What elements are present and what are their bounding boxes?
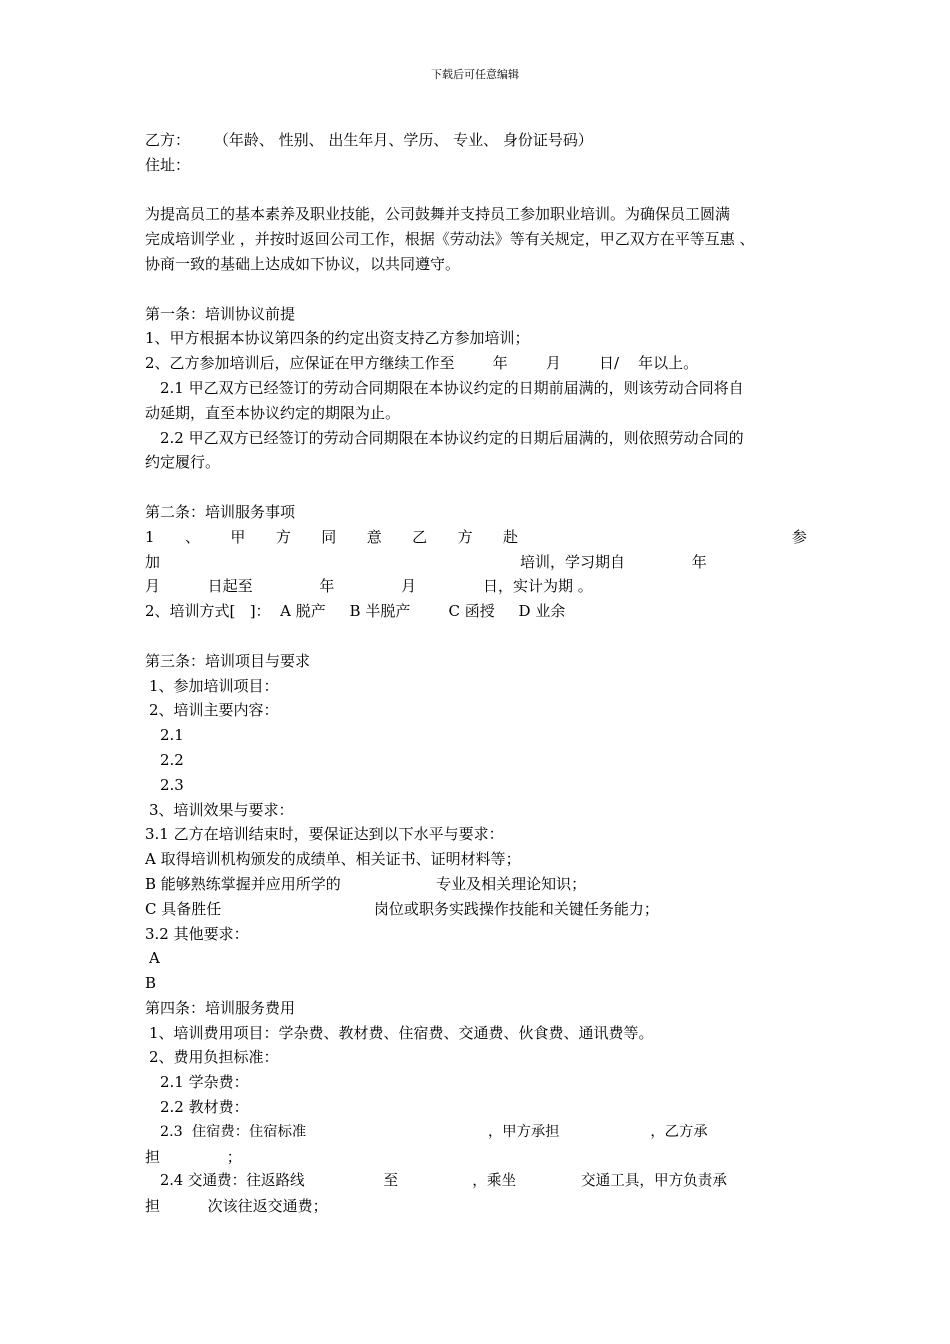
preamble-line-1: 为提高员工的基本素养及职业技能，公司鼓舞并支持员工参加职业培训。为确保员工圆满 <box>145 205 731 224</box>
other-requirement-a: A <box>149 949 160 968</box>
article-1-item-2-1: 2.1 甲乙双方已经签订的劳动合同期限在本协议约定的日期前届满的，则该劳动合同将自 <box>160 378 744 397</box>
article-3-item-3-1: 3.1 乙方在培训结束时，要保证达到以下水平与要求： <box>145 825 504 844</box>
requirement-a: A 取得培训机构颁发的成绩单、相关证书、证明材料等； <box>145 850 521 869</box>
article-4-title: 第四条：培训服务费用 <box>145 998 296 1017</box>
article-3-item-1: 1、参加培训项目： <box>149 676 279 695</box>
article-2-item-1-line-3: 月 日起至 年 月 日，实计为期 。 <box>145 577 593 596</box>
text-fragment: 赴 <box>503 527 519 546</box>
article-3-title: 第三条：培训项目与要求 <box>145 651 311 670</box>
text-fragment: 参 <box>791 527 807 546</box>
requirement-c: C 具备胜任 岗位或职务实践操作技能和关键任务能力； <box>145 899 659 918</box>
article-2-item-1-line-1 <box>145 525 807 550</box>
other-requirement-b: B <box>145 974 157 993</box>
party-b-line: 乙方： （年龄、 性别、 出生年月、学历、 专业、 身份证号码） <box>145 131 593 149</box>
article-4-item-2-3: 2.3 住宿费：住宿标准 ，甲方承担 ，乙方承 <box>160 1123 708 1140</box>
text-fragment: 1 <box>145 527 155 546</box>
article-1-item-2-2-cont: 约定履行。 <box>145 453 221 472</box>
article-4-item-2-1: 2.1 学杂费： <box>160 1073 249 1092</box>
article-1-item-2-1-cont: 动延期，直至本协议约定的期限为止。 <box>145 403 401 422</box>
article-3-item-2-2: 2.2 <box>160 750 184 769</box>
text-fragment: 乙 <box>412 527 428 546</box>
page-header: 下载后可任意编辑 <box>431 68 519 81</box>
text-fragment: 同 <box>321 527 337 546</box>
text-fragment: 、 <box>184 527 200 546</box>
article-1-title: 第一条：培训协议前提 <box>145 304 296 323</box>
article-3-item-2-3: 2.3 <box>160 775 184 794</box>
text-fragment: 加 <box>145 552 161 571</box>
article-3-item-3: 3、培训效果与要求： <box>149 800 294 819</box>
preamble-line-3: 协商一致的基础上达成如下协议，以共同遵守。 <box>145 254 461 273</box>
text-fragment: 方 <box>275 527 291 546</box>
article-3-item-2-1: 2.1 <box>160 726 184 745</box>
article-2-item-2: 2、培训方式[ ]： A 脱产 B 半脱产 C 函授 D 业余 <box>145 602 566 621</box>
article-2-item-1-line-2 <box>145 550 807 575</box>
article-3-item-3-2: 3.2 其他要求： <box>145 924 249 943</box>
text-fragment: 培训，学习期自 年 <box>520 552 707 571</box>
article-1-item-2: 2、乙方参加培训后，应保证在甲方继续工作至 年 月 日/ 年以上。 <box>145 354 699 373</box>
article-4-item-2-4-cont: 担 次该往返交通费； <box>145 1197 328 1216</box>
article-3-item-2: 2、培训主要内容： <box>149 701 279 720</box>
article-1-item-1: 1、甲方根据本协议第四条的约定出资支持乙方参加培训； <box>145 329 530 348</box>
article-4-item-1: 1、培训费用项目：学杂费、教材费、住宿费、交通费、伙食费、通讯费等。 <box>149 1023 654 1042</box>
requirement-b: B 能够熟练掌握并应用所学的 专业及相关理论知识； <box>145 874 587 893</box>
text-fragment: 甲 <box>230 527 246 546</box>
article-1-item-2-2: 2.2 甲乙双方已经签订的劳动合同期限在本协议约定的日期后届满的，则依照劳动合同的 <box>160 428 744 447</box>
preamble-line-2: 完成培训学业 ，并按时返回公司工作，根据《劳动法》等有关规定，甲乙双方在平等互惠 、 <box>145 230 755 249</box>
article-4-item-2-3-cont: 担 ； <box>145 1147 242 1166</box>
text-fragment: 意 <box>366 527 382 546</box>
article-4-item-2-4: 2.4 交通费：往返路线 至 ，乘坐 交通工具，甲方负责承 <box>160 1172 727 1190</box>
document-body <box>145 128 807 1219</box>
article-2-title: 第二条：培训服务事项 <box>145 502 296 521</box>
article-4-item-2-2: 2.2 教材费： <box>160 1098 249 1117</box>
text-fragment: 方 <box>457 527 473 546</box>
article-4-item-2: 2、费用负担标准： <box>149 1048 279 1067</box>
address-line: 住址： <box>145 155 191 174</box>
